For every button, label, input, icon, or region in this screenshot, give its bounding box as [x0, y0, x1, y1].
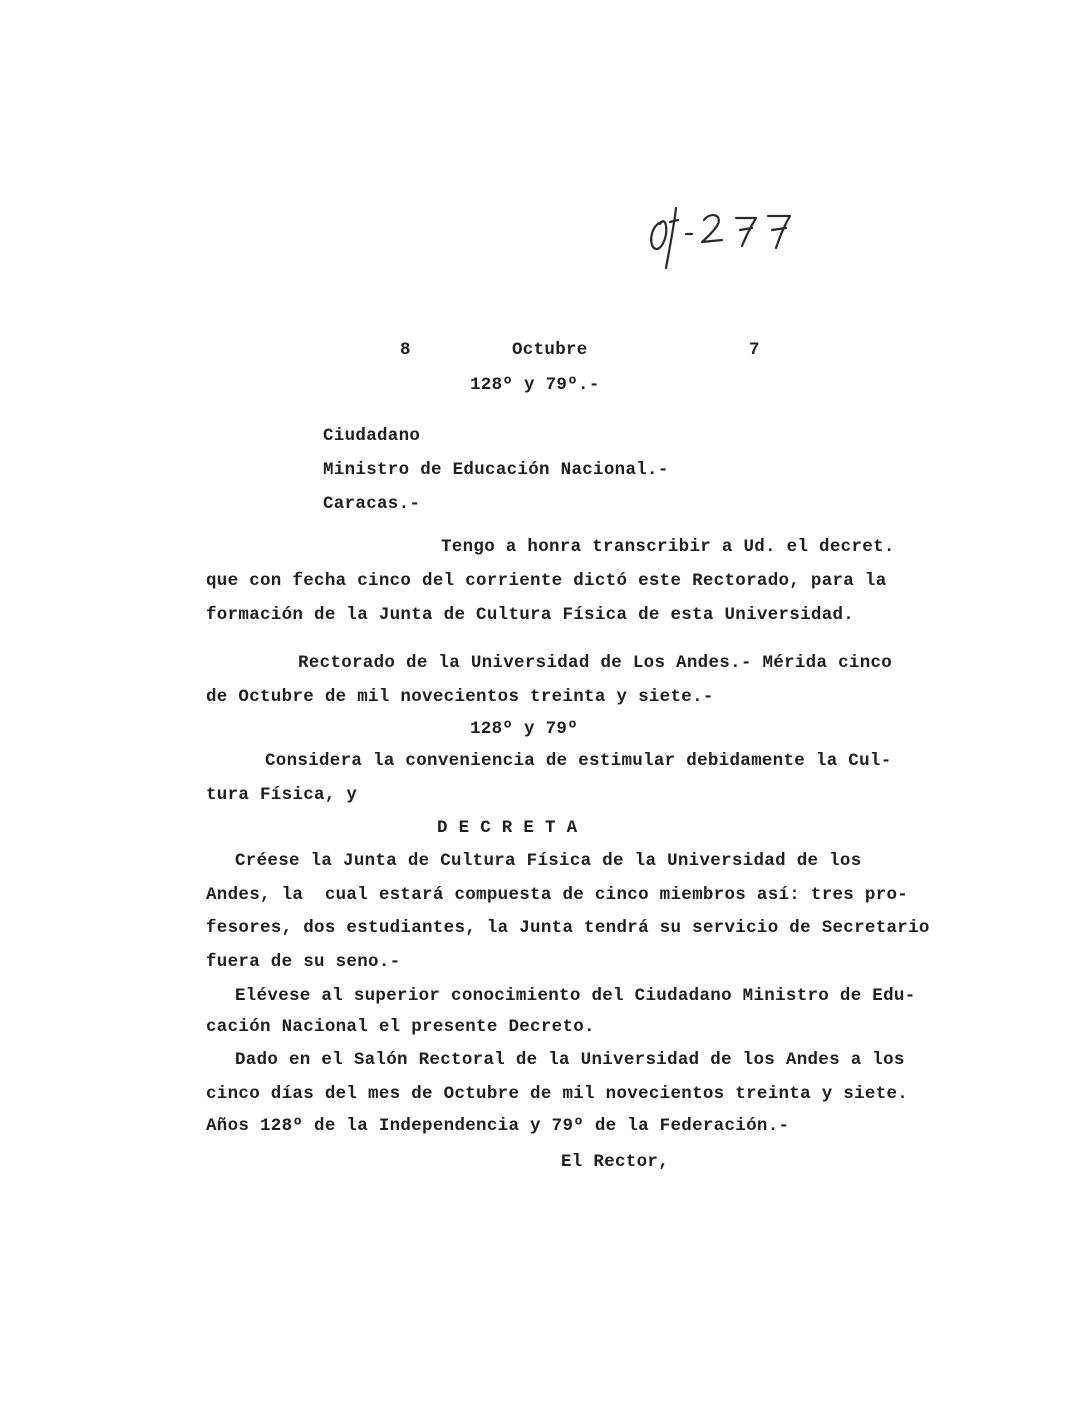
decree-header-line-2: de Octubre de mil novecientos treinta y siete.- [206, 687, 714, 707]
signature-label: El Rector, [561, 1152, 670, 1172]
date-day: 8 [400, 340, 411, 360]
date-month: Octubre [512, 340, 588, 360]
intro-line-2: que con fecha cinco del corriente dictó este Rectorado, para la [206, 571, 887, 591]
article-1-line-2: Andes, la cual estará compuesta de cinco miembros así: tres pro- [206, 885, 909, 905]
article-1-line-4: fuera de su seno.- [206, 952, 401, 972]
years-header: 128º y 79º.- [470, 375, 600, 395]
handwritten-reference-drawing [640, 198, 820, 278]
closing-line-2: cinco días del mes de Octubre de mil novecientos treinta y siete. [206, 1084, 909, 1104]
decreta-title: D E C R E T A [437, 818, 578, 838]
handwritten-reference-number [640, 198, 820, 278]
closing-line-1: Dado en el Salón Rectoral de la Universidad de los Andes a los [235, 1050, 905, 1070]
article-1-line-3: fesores, dos estudiantes, la Junta tendrá su servicio de Secretario [206, 918, 930, 938]
decree-header-line-3: 128º y 79º [470, 719, 579, 739]
date-year-suffix: 7 [749, 340, 760, 360]
recipient-line-1: Ciudadano [323, 426, 421, 446]
considering-line-2: tura Física, y [206, 785, 358, 805]
intro-line-3: formación de la Junta de Cultura Física de esta Universidad. [206, 605, 855, 625]
article-1-line-1: Créese la Junta de Cultura Física de la Universidad de los [235, 851, 862, 871]
recipient-line-2: Ministro de Educación Nacional.- [323, 460, 669, 480]
closing-line-3: Años 128º de la Independencia y 79º de la Federación.- [206, 1116, 790, 1136]
article-2-line-1: Elévese al superior conocimiento del Ciudadano Ministro de Edu- [235, 986, 916, 1006]
recipient-line-3: Caracas.- [323, 494, 421, 514]
considering-line-1: Considera la conveniencia de estimular debidamente la Cul- [265, 751, 892, 771]
article-2-line-2: cación Nacional el presente Decreto. [206, 1017, 595, 1037]
decree-header-line-1: Rectorado de la Universidad de Los Andes.- Mérida cinco [298, 653, 893, 673]
intro-line-1: Tengo a honra transcribir a Ud. el decret. [441, 537, 895, 557]
